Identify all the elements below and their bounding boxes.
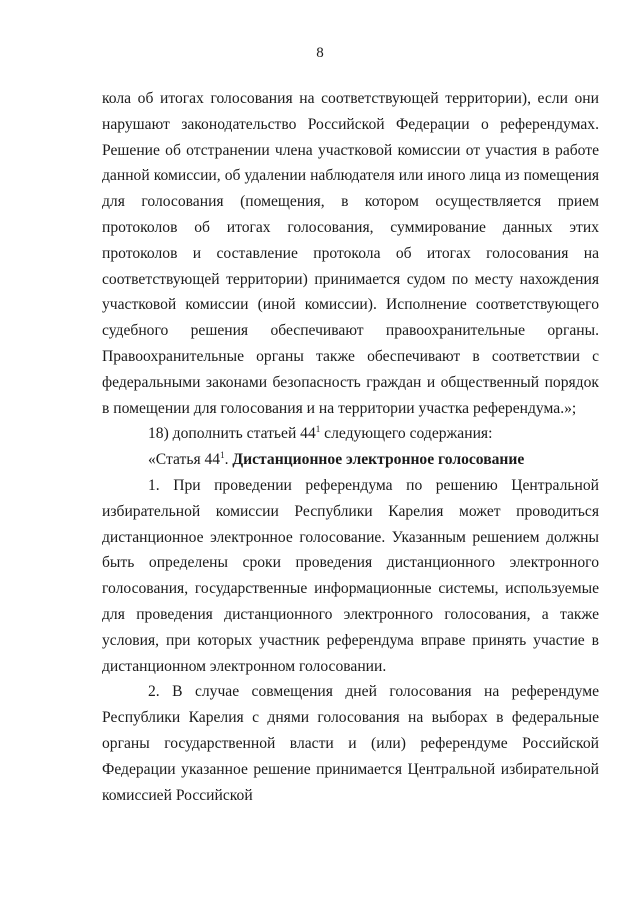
item-18-suffix: следующего содержания:	[320, 425, 493, 443]
article-heading-superscript: 1	[220, 450, 225, 461]
article-heading-prefix: «Статья 44	[148, 451, 221, 469]
clause-2: 2. В случае совмещения дней голосования на референдуме Республики Карелия с днями голосования на выборах в федеральные органы государственной власти и (или) референдуме Российской Федерации указанное решение принимается Центральной избирательной комиссией Российской	[102, 683, 599, 804]
page-number: 8	[316, 45, 324, 61]
document-body	[102, 86, 599, 808]
article-heading	[102, 447, 599, 473]
paragraph-continuation: кола об итогах голосования на соответствующей территории), если они нарушают законодательство Российской Федерации о референдумах. Решение об отстранении члена участковой комиссии от участия в работе данной комиссии, об удалении наблюдателя или иного лица из помещения для голосования (помещения, в котором осуществляется прием протоколов об итогах голосования, суммирование данных этих протоколов и составление протокола об итогах голосования на соответствующей территории) принимается судом по месту нахождения участковой комиссии (иной комиссии). Исполнение соответствующего судебного решения обеспечивают правоохранительные органы. Правоохранительные органы также обеспечивают в соответствии с федеральными законами безопасность граждан и общественный порядок в помещении для голосования и на территории участка референдума.»;	[102, 90, 599, 417]
item-18-superscript: 1	[315, 424, 321, 435]
article-heading-dot: .	[224, 451, 233, 469]
item-18-prefix: 18) дополнить статьей 44	[148, 425, 316, 443]
article-heading-title: Дистанционное электронное голосование	[232, 451, 525, 469]
clause-1: 1. При проведении референдума по решению Центральной избирательной комиссии Республики Карелия может проводиться дистанционное электронное голосование. Указанным решением должны быть определены сроки проведения дистанционного электронного голосования, государственные информационные системы, используемые для проведения дистанционного электронного голосования, а также условия, при которых участник референдума вправе принять участие в дистанционном электронном голосовании.	[102, 476, 599, 675]
item-18	[102, 421, 599, 447]
